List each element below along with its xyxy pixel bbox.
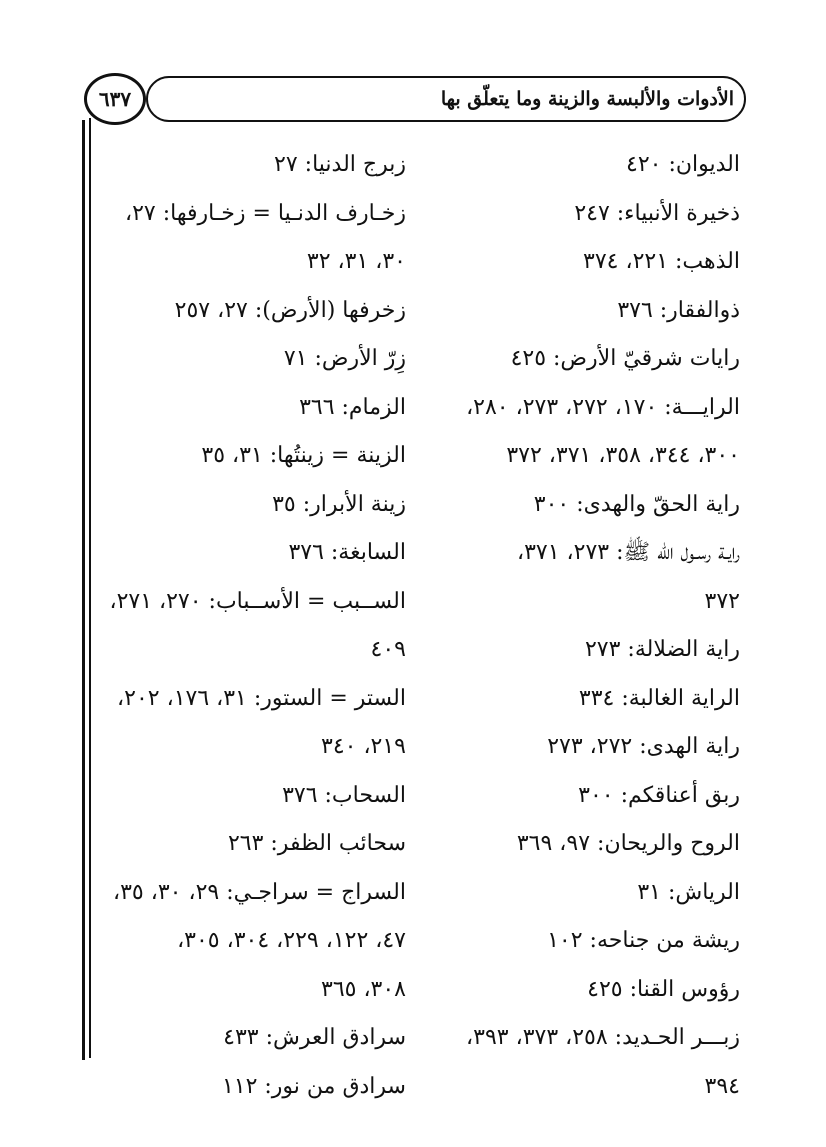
index-entry: رايـة رسـول الله ﷺ: ٢٧٣، ٣٧١، bbox=[516, 540, 740, 565]
index-entry: زينة الأبرار: ٣٥ bbox=[272, 491, 406, 517]
index-entry: راية الضلالة: ٢٧٣ bbox=[584, 637, 740, 662]
index-entry: زخـارف الدنـيا = زخـارفها: ٢٧، bbox=[125, 200, 406, 226]
margin-rule bbox=[82, 120, 85, 1060]
index-entry: ذخيرة الأنبياء: ٢٤٧ bbox=[574, 200, 740, 226]
index-entry: السحاب: ٣٧٦ bbox=[282, 782, 406, 808]
index-entry: زبرج الدنيا: ٢٧ bbox=[274, 152, 406, 177]
index-entry-continuation: ٤٠٩ bbox=[370, 637, 406, 662]
index-entry: الرياش: ٣١ bbox=[637, 879, 740, 905]
index-entry: ربق أعناقكم: ٣٠٠ bbox=[578, 782, 740, 808]
index-entry: زخرفها (الأرض): ٢٧، ٢٥٧ bbox=[174, 297, 406, 323]
index-entry: الســبب = الأســباب: ٢٧٠، ٢٧١، bbox=[109, 588, 406, 614]
index-entry: الذهب: ٢٢١، ٣٧٤ bbox=[583, 249, 740, 274]
index-entry: الروح والريحان: ٩٧، ٣٦٩ bbox=[516, 831, 740, 856]
index-entry: سرادق من نور: ١١٢ bbox=[221, 1073, 406, 1099]
index-entry-continuation: ٣٠٠، ٣٤٤، ٣٥٨، ٣٧١، ٣٧٢ bbox=[506, 443, 740, 468]
index-entry: ريشة من جناحه: ١٠٢ bbox=[547, 928, 740, 953]
index-entry: الرايـــة: ١٧٠، ٢٧٢، ٢٧٣، ٢٨٠، bbox=[466, 394, 740, 420]
index-entry: الزينة = زينتُها: ٣١، ٣٥ bbox=[201, 443, 406, 468]
index-entry-continuation: ٤٧، ١٢٢، ٢٢٩، ٣٠٤، ٣٠٥، bbox=[177, 928, 406, 953]
index-entry-continuation: ٣٠٨، ٣٦٥ bbox=[321, 976, 406, 1002]
index-entry: السراج = سراجـي: ٢٩، ٣٠، ٣٥، bbox=[112, 879, 406, 905]
index-entry: زبـــر الحـديد: ٢٥٨، ٣٧٣، ٣٩٣، bbox=[466, 1025, 740, 1050]
index-entry: الراية الغالبة: ٣٣٤ bbox=[578, 685, 740, 711]
index-entry-continuation: ٣٩٤ bbox=[704, 1073, 740, 1099]
index-entry: الزمام: ٣٦٦ bbox=[299, 394, 406, 420]
index-entry: راية الحقّ والهدى: ٣٠٠ bbox=[533, 491, 740, 517]
index-entry: الديوان: ٤٢٠ bbox=[626, 152, 740, 177]
index-entry: الستر = الستور: ٣١، ١٧٦، ٢٠٢، bbox=[117, 685, 406, 711]
index-entry: السابغة: ٣٧٦ bbox=[288, 540, 406, 565]
index-entry: سحائب الظفر: ٢٦٣ bbox=[227, 831, 406, 856]
running-header-title: الأدوات والألبسة والزينة وما يتعلّق بها bbox=[440, 88, 734, 110]
page-number: ٦٣٧ bbox=[84, 73, 146, 125]
index-entry-continuation: ٣٠، ٣١، ٣٢ bbox=[306, 249, 406, 274]
index-entry: رايات شرقيّ الأرض: ٤٢٥ bbox=[510, 346, 740, 371]
index-entry: زِرّ الأرض: ٧١ bbox=[283, 346, 406, 371]
index-entry-continuation: ٢١٩، ٣٤٠ bbox=[321, 734, 406, 759]
index-entry: رؤوس القنا: ٤٢٥ bbox=[587, 976, 740, 1002]
index-entry: سرادق العرش: ٤٣٣ bbox=[223, 1025, 406, 1050]
index-column-left bbox=[91, 150, 406, 1120]
index-column-right bbox=[420, 150, 740, 1120]
index-entry: راية الهدى: ٢٧٢، ٢٧٣ bbox=[547, 734, 740, 759]
index-entry-continuation: ٣٧٢ bbox=[704, 588, 740, 614]
index-entry: ذوالفقار: ٣٧٦ bbox=[617, 297, 740, 323]
